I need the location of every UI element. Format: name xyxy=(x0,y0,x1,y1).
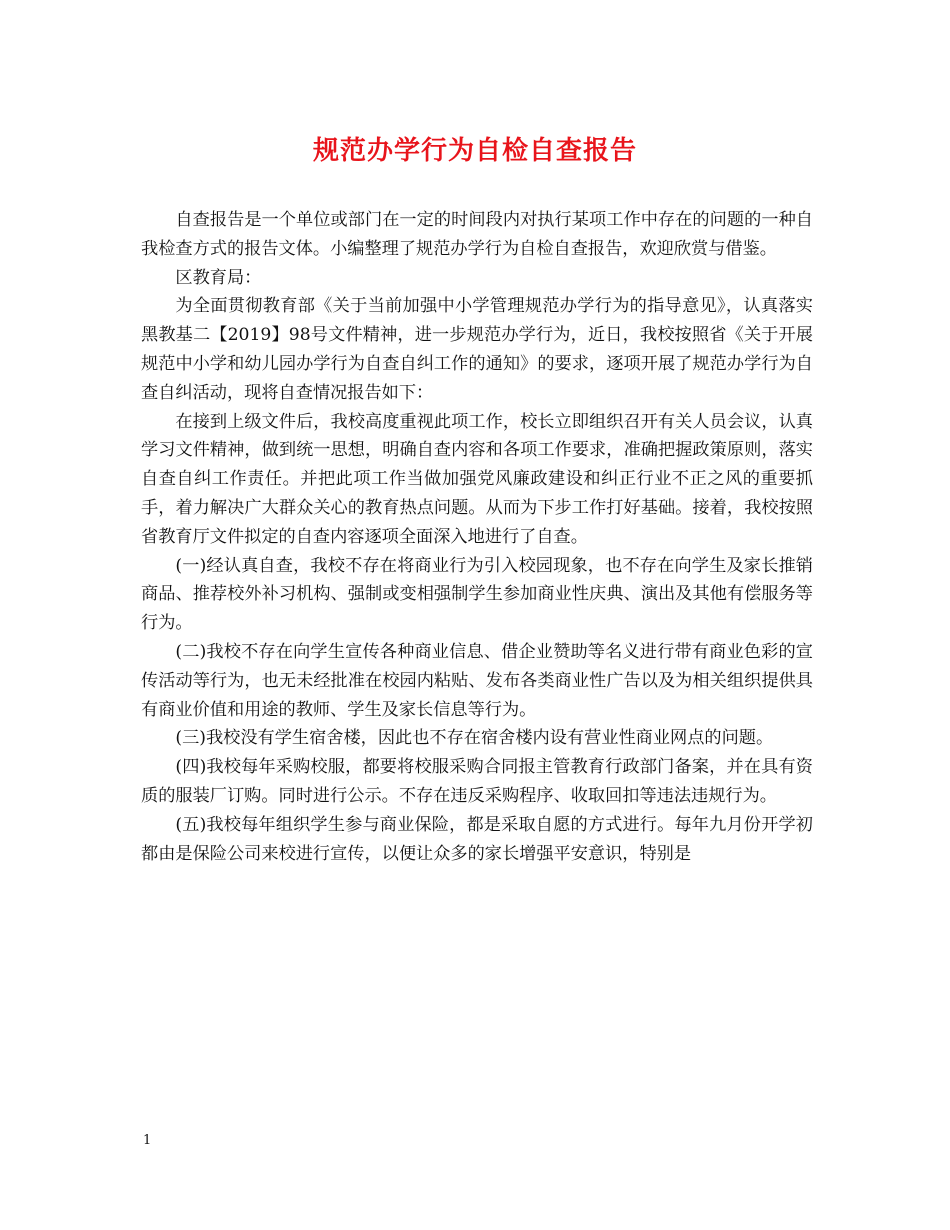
document-body xyxy=(141,206,813,868)
paragraph-process: 在接到上级文件后，我校高度重视此项工作，校长立即组织召开有关人员会议，认真学习文件精神，做到统一思想，明确自查内容和各项工作要求，准确把握政策原则，落实自查自纠工作责任。并把此项工作当做加强党风廉政建设和纠正行业不正之风的重要抓手，着力解决广大群众关心的教育热点问题。从而为下步工作打好基础。接着，我校按照省教育厅文件拟定的自查内容逐项全面深入地进行了自查。 xyxy=(141,411,813,547)
paragraph-item-1: (一)经认真自查，我校不存在将商业行为引入校园现象，也不存在向学生及家长推销商品、推荐校外补习机构、强制或变相强制学生参加商业性庆典、演出及其他有偿服务等行为。 xyxy=(141,555,813,634)
paragraph-item-2: (二)我校不存在向学生宣传各种商业信息、借企业赞助等名义进行带有商业色彩的宣传活动等行为，也无未经批准在校园内粘贴、发布各类商业性广告以及为相关组织提供具有商业价值和用途的教师、学生及家长信息等行为。 xyxy=(141,641,813,720)
page-number: 1 xyxy=(143,1133,152,1148)
paragraph-purpose: 为全面贯彻教育部《关于当前加强中小学管理规范办学行为的指导意见》，认真落实黑教基二【2019】98号文件精神，进一步规范办学行为，近日，我校按照省《关于开展规范中小学和幼儿园办学行为自查自纠工作的通知》的要求，逐项开展了规范办学行为自查自纠活动，现将自查情况报告如下： xyxy=(141,296,813,403)
page-title: 规范办学行为自检自查报告 xyxy=(312,136,637,166)
paragraph-salutation: 区教育局： xyxy=(175,267,262,288)
paragraph-item-3: (三)我校没有学生宿舍楼，因此也不存在宿舍楼内设有营业性商业网点的问题。 xyxy=(175,728,774,749)
paragraph-intro: 自查报告是一个单位或部门在一定的时间段内对执行某项工作中存在的问题的一种自我检查方式的报告文体。小编整理了规范办学行为自检自查报告，欢迎欣赏与借鉴。 xyxy=(141,210,813,259)
paragraph-item-4: (四)我校每年采购校服，都要将校服采购合同报主管教育行政部门备案，并在具有资质的服装厂订购。同时进行公示。不存在违反采购程序、收取回扣等违法违规行为。 xyxy=(141,757,813,806)
paragraph-item-5: (五)我校每年组织学生参与商业保险，都是采取自愿的方式进行。每年九月份开学初都由是保险公司来校进行宣传，以便让众多的家长增强平安意识，特别是 xyxy=(141,814,813,864)
